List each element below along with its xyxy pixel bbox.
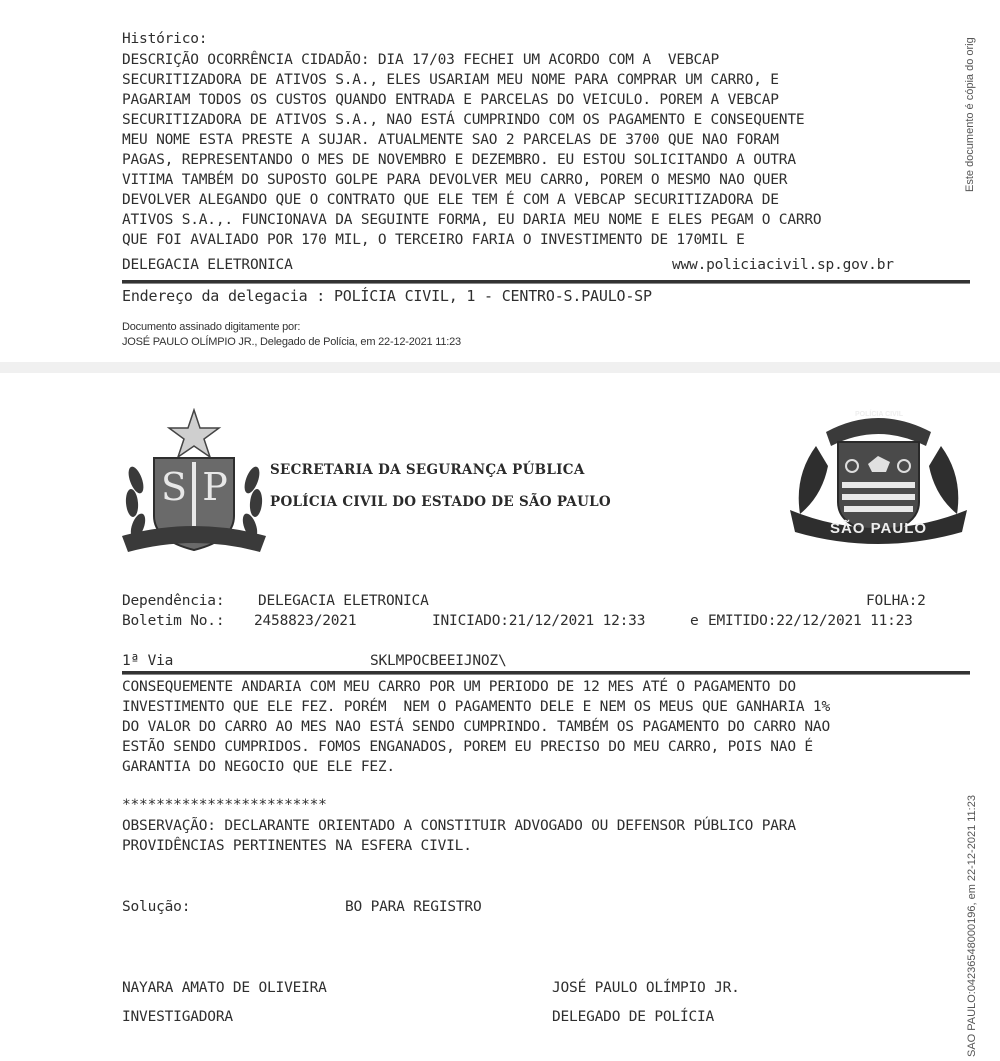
svg-text:S: S [160, 465, 188, 509]
footer-rule [122, 280, 970, 284]
dependencia-label: Dependência: [122, 593, 225, 609]
signer-left-role: INVESTIGADORA [122, 1009, 233, 1025]
body-line: INVESTIMENTO QUE ELE FEZ. PORÉM NEM O PAGAMENTO DELE E NEM OS MEUS QUE GANHARIA 1% [122, 699, 830, 715]
signer-right-name: JOSÉ PAULO OLÍMPIO JR. [552, 980, 740, 996]
badge-top-text: POLÍCIA CIVIL [855, 411, 903, 418]
historico-line: DESCRIÇÃO OCORRÊNCIA CIDADÃO: DIA 17/03 FECHEI UM ACORDO COM A VEBCAP [122, 52, 720, 68]
signer-left-name: NAYARA AMATO DE OLIVEIRA [122, 980, 327, 996]
observacao-line: OBSERVAÇÃO: DECLARANTE ORIENTADO A CONSTITUIR ADVOGADO OU DEFENSOR PÚBLICO PARA [122, 818, 796, 834]
iniciado-datetime: INICIADO:21/12/2021 12:33 [432, 613, 646, 629]
historico-label: Histórico: [122, 31, 208, 47]
emitido-join: e [690, 613, 699, 629]
signer-right-role: DELEGADO DE POLÍCIA [552, 1009, 715, 1025]
dependencia-value: DELEGACIA ELETRONICA [258, 593, 429, 609]
boletim-number: 2458823/2021 [254, 613, 357, 629]
header-rule [122, 671, 970, 675]
historico-line: SECURITIZADORA DE ATIVOS S.A., NAO ESTÁ CUMPRINDO COM OS PAGAMENTO E CONSEQUENTE [122, 112, 805, 128]
solucao-value: BO PARA REGISTRO [345, 899, 482, 915]
folha-number: FOLHA:2 [866, 593, 926, 609]
body-line: CONSEQUEMENTE ANDARIA COM MEU CARRO POR UM PERIODO DE 12 MES ATÉ O PAGAMENTO DO [122, 679, 796, 695]
svg-text:P: P [202, 465, 228, 509]
solucao-label: Solução: [122, 899, 191, 915]
historico-line: VITIMA TAMBÉM DO SUPOSTO GOLPE PARA DEVOLVER MEU CARRO, POREM O MESMO NAO QUER [122, 172, 788, 188]
historico-line: SECURITIZADORA DE ATIVOS S.A., ELES USARIAM MEU NOME PARA COMPRAR UM CARRO, E [122, 72, 779, 88]
badge-bottom-text: SÃO PAULO [829, 520, 928, 537]
historico-line: MEU NOME ESTA PRESTE A SUJAR. ATUALMENTE SAO 2 PARCELAS DE 3700 QUE NAO FORAM [122, 132, 779, 148]
historico-line: ATIVOS S.A.,. FUNCIONAVA DA SEGUINTE FORMA, EU DARIA MEU NOME E ELES PEGAM O CARRO [122, 212, 822, 228]
body-line: GARANTIA DO NEGOCIO QUE ELE FEZ. [122, 759, 395, 775]
delegacia-address: Endereço da delegacia : POLÍCIA CIVIL, 1 - CENTRO-S.PAULO-SP [122, 287, 652, 305]
historico-line: PAGARIAM TODOS OS CUSTOS QUANDO ENTRADA E PARCELAS DO VEICULO. POREM A VEBCAP [122, 92, 779, 108]
page-separator [0, 362, 1000, 373]
digital-signature-line2: JOSÉ PAULO OLÍMPIO JR., Delegado de Polícia, em 22-12-2021 11:23 [122, 336, 461, 348]
body-line: DO VALOR DO CARRO AO MES NAO ESTÁ SENDO CUMPRINDO. TAMBÉM OS PAGAMENTO DO CARRO NAO [122, 719, 830, 735]
historico-line: PAGAS, REPRESENTANDO O MES DE NOVEMBRO E DEZEMBRO. EU ESTOU SOLICITANDO A OUTRA [122, 152, 796, 168]
footer-delegacia: DELEGACIA ELETRONICA [122, 257, 293, 273]
separator-stars: ************************ [122, 797, 327, 813]
observacao-line: PROVIDÊNCIAS PERTINENTES NA ESFERA CIVIL. [122, 838, 472, 854]
side-stamp-copy: Este documento é cópia do orig [964, 37, 976, 192]
document-page-2 [0, 373, 1000, 1061]
historico-line: DEVOLVER ALEGANDO QUE O CONTRATO QUE ELE TEM É COM A VEBCAP SECURITIZADORA DE [122, 192, 779, 208]
document-code: SKLMPOCBEEIJNOZ\ [370, 653, 507, 669]
footer-website-link[interactable]: www.policiacivil.sp.gov.br [672, 257, 894, 273]
via-label: 1ª Via [122, 653, 174, 669]
side-stamp-verification: SAO PAULO:04236548000196, em 22-12-2021 11:23 [966, 795, 978, 1057]
emitido-datetime: EMITIDO:22/12/2021 11:23 [708, 613, 913, 629]
body-line: ESTÃO SENDO CUMPRIDOS. FOMOS ENGANADOS, POREM EU PRECISO DO MEU CARRO, POIS NAO É [122, 739, 813, 755]
sao-paulo-coat-of-arms-icon [118, 408, 270, 560]
historico-line: QUE FOI AVALIADO POR 170 MIL, O TERCEIRO FARIA O INVESTIMENTO DE 170MIL E [122, 232, 745, 248]
header-policia-civil: POLÍCIA CIVIL DO ESTADO DE SÃO PAULO [270, 494, 611, 510]
policia-civil-badge-icon [786, 406, 971, 546]
document-page-1 [0, 0, 1000, 362]
boletim-label: Boletim No.: [122, 613, 225, 629]
digital-signature-line1: Documento assinado digitamente por: [122, 321, 301, 333]
header-secretaria: SECRETARIA DA SEGURANÇA PÚBLICA [270, 462, 585, 478]
